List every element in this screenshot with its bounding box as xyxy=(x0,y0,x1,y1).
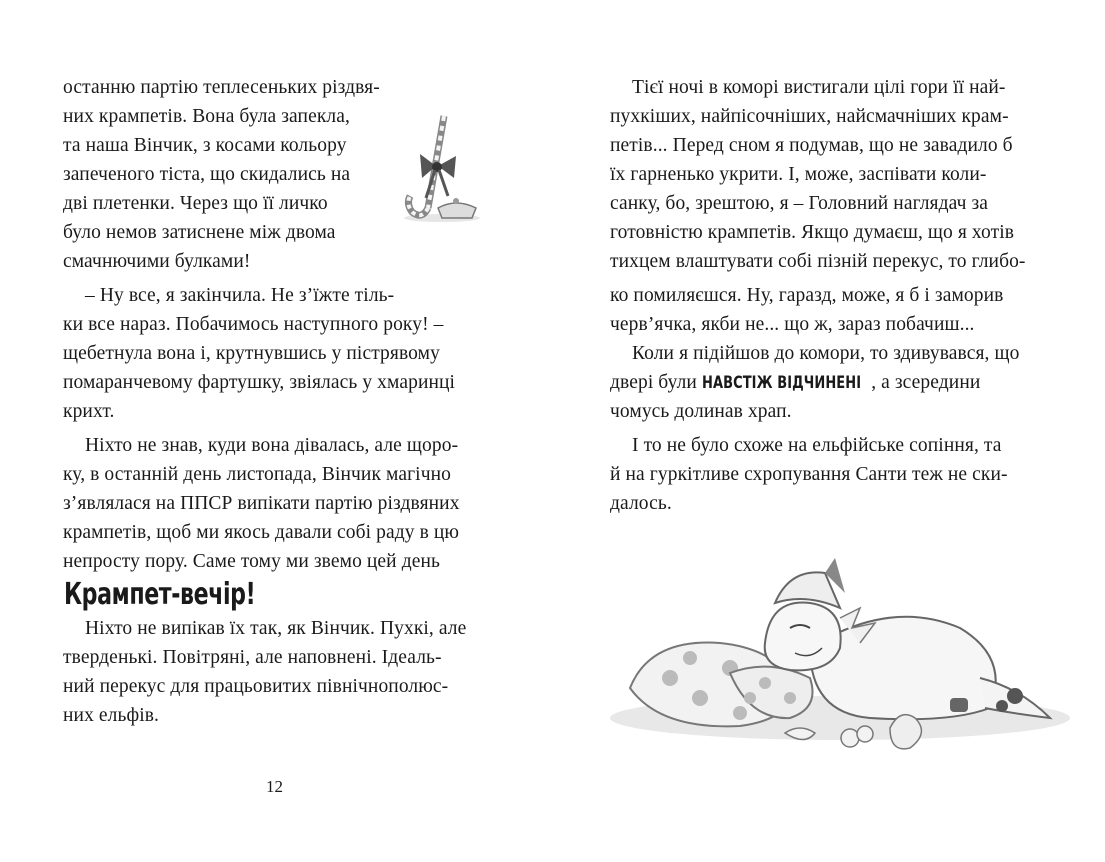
text-line: далось. xyxy=(610,493,672,514)
text-line: санку, бо, зрештою, я – Головний наглядач за xyxy=(610,193,989,214)
text-line: тихцем влаштувати собі пізній перекус, то глибо- xyxy=(610,251,1026,272)
sleeping-dragon-illustration xyxy=(590,548,1070,768)
text-line: Тієї ночі в коморі вистигали цілі гори її най- xyxy=(632,77,1006,98)
text-line: чомусь долинав храп. xyxy=(610,401,792,422)
text-line: та наша Вінчик, з косами кольору xyxy=(63,135,347,156)
text-line: петів... Перед сном я подумав, що не завадило б xyxy=(610,135,1013,156)
page-number: 12 xyxy=(266,777,283,796)
right-page xyxy=(552,0,1105,862)
text-line: пухкіших, найпісочніших, найсмачніших крам- xyxy=(610,106,1009,127)
text-line: ки все нараз. Побачимось наступного року! – xyxy=(63,314,444,335)
text-line: їх гарненько укрити. І, може, заспівати коли- xyxy=(610,164,987,185)
text-line: Ніхто не випікав їх так, як Вінчик. Пухкі, але xyxy=(85,618,467,639)
emphasis-text: НАВСТІЖ ВІДЧИНЕНІ xyxy=(701,373,862,393)
text-line: готовністю крампетів. Якщо думаєш, що я хотів xyxy=(610,222,1015,243)
text-line: було немов затиснене між двома xyxy=(63,222,336,243)
door-line-after: , а зсередини xyxy=(871,372,981,393)
text-line: Ніхто не знав, куди вона дівалась, але щоро- xyxy=(85,435,459,456)
text-line: черв’ячка, якби не... що ж, зараз побачиш... xyxy=(610,314,975,335)
text-line: Коли я підійшов до комори, то здивувався, що xyxy=(632,343,1020,364)
text-line: помаранчевому фартушку, звіялась у хмаринці xyxy=(63,372,456,393)
text-line: ко помиляєшся. Ну, гаразд, може, я б і заморив xyxy=(610,285,1004,306)
text-line: останню партію теплесеньких різдвя- xyxy=(63,77,380,98)
display-heading: Крампет-вечір! xyxy=(64,577,256,612)
text-line: – Ну все, я закінчила. Не з’їжте тіль- xyxy=(85,285,395,306)
candy-cane-and-pie-illustration xyxy=(398,108,484,228)
text-line: смачнючими булками! xyxy=(63,251,251,272)
text-line: тверденькі. Повітряні, але наповнені. Ідеаль- xyxy=(63,647,442,668)
text-line: І то не було схоже на ельфійське сопіння, та xyxy=(632,435,1002,456)
text-line: дві плетенки. Через що її личко xyxy=(63,193,328,214)
text-line: ку, в останній день листопада, Вінчик магічно xyxy=(63,464,451,485)
text-line: щебетнула вона і, крутнувшись у пістрявому xyxy=(63,343,440,364)
text-line: крихт. xyxy=(63,401,115,422)
door-line-before: двері були xyxy=(610,372,702,393)
text-line door-line xyxy=(610,369,980,397)
text-line: непросту пору. Саме тому ми звемо цей день xyxy=(63,551,440,572)
text-line: ний перекус для працьовитих північнополюс- xyxy=(63,676,449,697)
text-line: запеченого тіста, що скидались на xyxy=(63,164,351,185)
text-line: крампетів, щоб ми якось давали собі раду в цю xyxy=(63,522,460,543)
text-line: них ельфів. xyxy=(63,705,160,726)
text-line: й на гуркітливе схропування Санти теж не ски- xyxy=(610,464,1008,485)
left-page xyxy=(0,0,552,862)
text-line: з’являлася на ППСР випікати партію різдвяних xyxy=(63,493,460,514)
text-line: них крампетів. Вона була запекла, xyxy=(63,106,350,127)
